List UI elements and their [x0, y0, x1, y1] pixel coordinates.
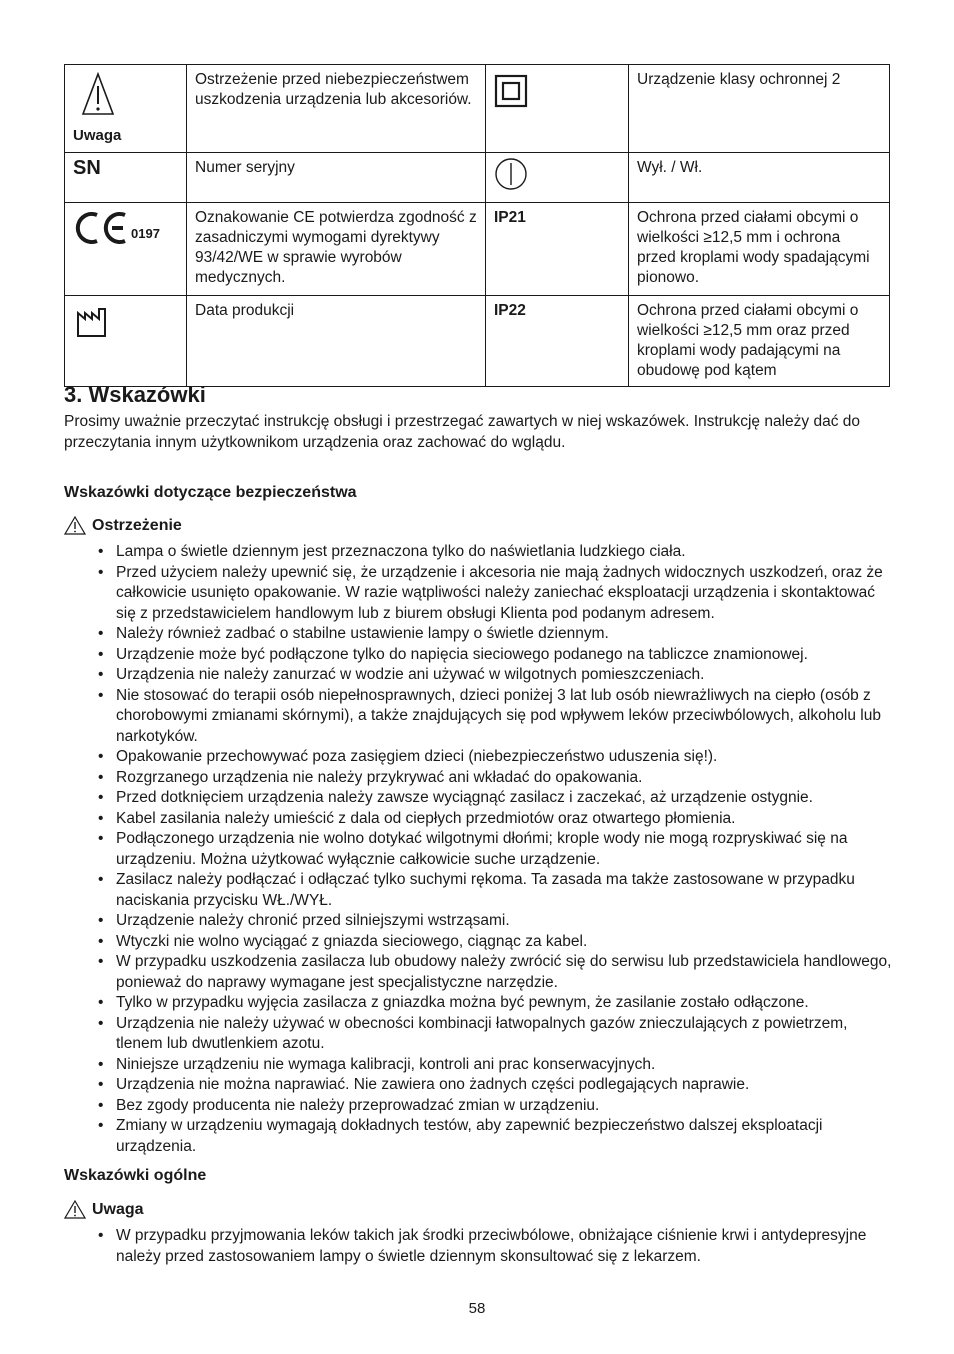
warning-label-text: Ostrzeżenie [92, 516, 182, 534]
list-item: • Tylko w przypadku wyjęcia zasilacza z gniazdka można być pewnym, że zasilanie zostało odłączone. [64, 993, 894, 1014]
sn-label: SN [73, 157, 101, 179]
ce-notified-body-number: 0197 [131, 226, 160, 241]
list-item: • Zmiany w urządzeniu wymagają dokładnych testów, aby zapewnić bezpieczeństwo dalszej eksploatacji urządzenia. [64, 1116, 894, 1157]
on-off-icon [493, 157, 529, 191]
list-item: • Urządzenia nie należy zanurzać w wodzie ani używać w wilgotnych pomieszczeniach. [64, 665, 894, 686]
warning-triangle-icon [81, 72, 115, 116]
table-cell: Data produkcji [187, 296, 486, 387]
list-item: • Niniejsze urządzeniu nie wymaga kalibracji, kontroli ani prac konserwacyjnych. [64, 1055, 894, 1076]
table-cell: Numer seryjny [187, 153, 486, 203]
list-item: • Kabel zasilania należy umieścić z dala od ciepłych przedmiotów oraz otwartego płomienia. [64, 809, 894, 830]
table-row [65, 153, 890, 203]
section-title: 3. Wskazówki [64, 382, 206, 407]
general-warning-label [64, 1200, 144, 1219]
manufacture-date-symbol-cell [65, 296, 187, 387]
list-item: • Urządzenie należy chronić przed silniejszymi wstrząsami. [64, 911, 894, 932]
list-item: • Urządzenia nie należy używać w obecności kombinacji łatwopalnych gazów znieczulających z powietrzem, tlenem lub dwutlenkiem azotu. [64, 1014, 894, 1055]
power-symbol-cell [486, 153, 629, 203]
safety-list [64, 542, 894, 1157]
table-row [65, 296, 890, 387]
list-item: • Bez zgody producenta nie należy przeprowadzać zmian w urządzeniu. [64, 1096, 894, 1117]
protection-class-cell [486, 65, 629, 153]
general-heading: Wskazówki ogólne [64, 1167, 207, 1184]
page-number: 58 [468, 1300, 486, 1317]
warning-symbol-label: Uwaga [73, 127, 122, 144]
table-cell: Oznakowanie CE potwierdza zgodność z zasadniczymi wymogami dyrektywy 93/42/WE w sprawie wyrobów medycznych. [187, 203, 486, 296]
symbols-table [64, 64, 890, 387]
general-list [64, 1226, 894, 1267]
table-cell: IP22 [486, 296, 629, 387]
list-item: • Należy również zadbać o stabilne ustawienie lampy o świetle dziennym. [64, 624, 894, 645]
table-cell: Ochrona przed ciałami obcymi o wielkości ≥12,5 mm i ochrona przed kroplami wody spadającymi pionowo. [629, 203, 890, 296]
table-cell: IP21 [486, 203, 629, 296]
ce-mark [73, 210, 178, 246]
list-item: • Przed dotknięciem urządzenia należy zawsze wyciągnąć zasilacz i zaczekać, aż urządzenie ostygnie. [64, 788, 894, 809]
list-item: • Rozgrzanego urządzenia nie należy przykrywać ani wkładać do opakowania. [64, 768, 894, 789]
factory-icon [75, 305, 109, 339]
table-cell: Urządzenie klasy ochronnej 2 [629, 65, 890, 153]
list-item: • W przypadku uszkodzenia zasilacza lub obudowy należy zwrócić się do serwisu lub przedstawiciela handlowego, ponieważ do naprawy wymagane jest specjalistyczne narzędzie. [64, 952, 894, 993]
table-cell: Ostrzeżenie przed niebezpieczeństwem uszkodzenia urządzenia lub akcesoriów. [187, 65, 486, 153]
list-item: • Zasilacz należy podłączać i odłączać tylko suchymi rękoma. Ta zasada ma także zastosowane w przypadku naciskania przycisku WŁ./WYŁ. [64, 870, 894, 911]
list-item: • W przypadku przyjmowania leków takich jak środki przeciwbólowe, obniżające ciśnienie krwi i antydepresyjne należy przed zastosowaniem lampy o świetle dziennym skonsultować się z lekarzem. [64, 1226, 894, 1267]
warning-triangle-icon [64, 1200, 86, 1219]
list-item: • Urządzenie może być podłączone tylko do napięcia sieciowego podanego na tabliczce znamionowej. [64, 645, 894, 666]
intro-paragraph: Prosimy uważnie przeczytać instrukcję obsługi i przestrzegać zawartych w niej wskazówek. Instrukcję należy dać do przeczytania innym użytkownikom urządzenia oraz zachować do wglądu. [64, 413, 860, 451]
list-item: • Przed użyciem należy upewnić się, że urządzenie i akcesoria nie mają żadnych widocznych uszkodzeń, oraz że całkowicie usunięto opakowanie. W razie wątpliwości należy zaniechać eksploatacji urządzenia i skontaktować się z przedstawicielem handlowym lub z biurem obsługi Klienta pod podanym adresem. [64, 563, 894, 625]
warning-label-text: Uwaga [92, 1200, 144, 1218]
table-row [65, 65, 890, 153]
list-item: • Nie stosować do terapii osób niepełnosprawnych, dzieci poniżej 3 lat lub osób niewrażliwych na ciepło (osób z chorobowymi zmianami skórnymi), a także znajdujących się pod wpływem leków przeciwbólowych, alkoholu lub narkotyków. [64, 686, 894, 748]
table-row [65, 203, 890, 296]
list-item: • Podłączonego urządzenia nie wolno dotykać wilgotnymi dłońmi; krople wody nie mogą rozpryskiwać się na urządzeniu. Można użytkować wyłącznie całkowicie suche urządzenie. [64, 829, 894, 870]
double-square-icon [494, 74, 528, 108]
warning-triangle-icon [64, 516, 86, 535]
ce-mark-icon [73, 210, 129, 246]
list-item: • Wtyczki nie wolno wyciągać z gniazda sieciowego, ciągnąc za kabel. [64, 932, 894, 953]
table-cell: Ochrona przed ciałami obcymi o wielkości ≥12,5 mm oraz przed kroplami wody padającymi na obudowę pod kątem [629, 296, 890, 387]
serial-number-symbol [65, 153, 187, 203]
safety-warning-label [64, 516, 182, 535]
table-cell: Wył. / Wł. [629, 153, 890, 203]
ce-symbol-cell [65, 203, 187, 296]
list-item: • Lampa o świetle dziennym jest przeznaczona tylko do naświetlania ludzkiego ciała. [64, 542, 894, 563]
list-item: • Opakowanie przechowywać poza zasięgiem dzieci (niebezpieczeństwo uduszenia się!). [64, 747, 894, 768]
list-item: • Urządzenia nie można naprawiać. Nie zawiera ono żadnych części podlegających naprawie. [64, 1075, 894, 1096]
safety-heading: Wskazówki dotyczące bezpieczeństwa [64, 484, 357, 501]
